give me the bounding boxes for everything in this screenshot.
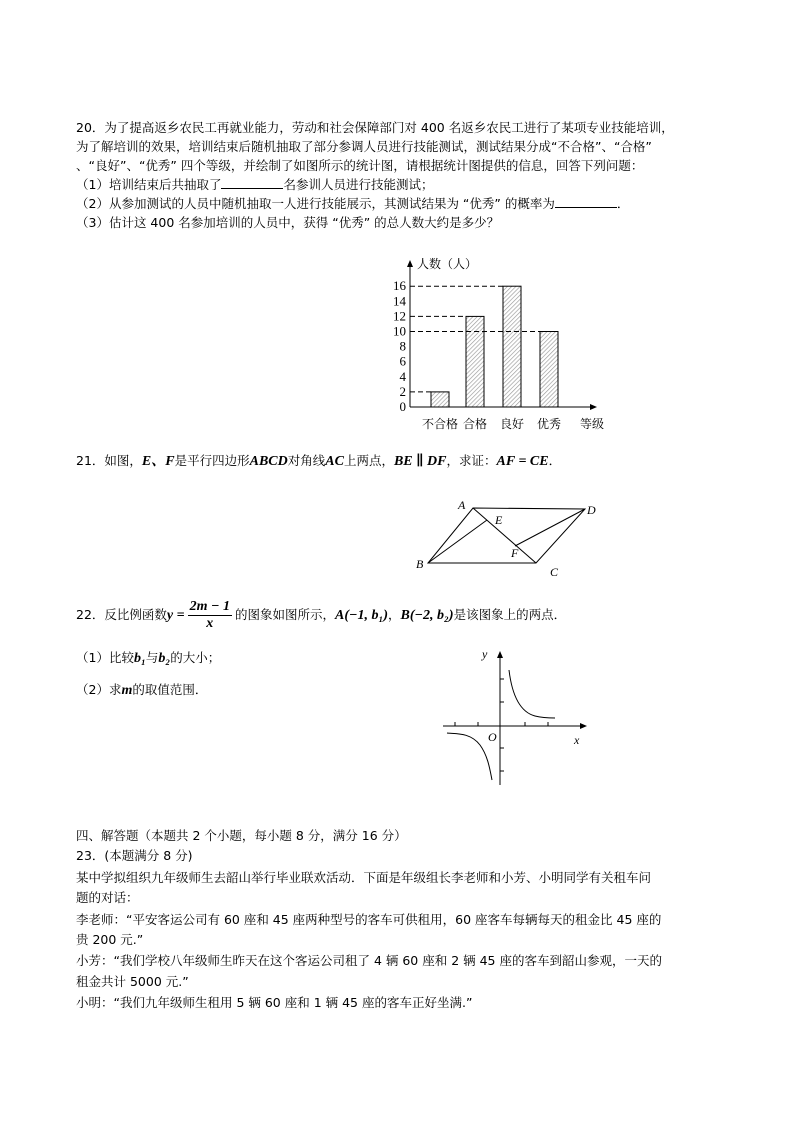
math-goal: AF = CE (496, 454, 549, 469)
x-tick-label: 合格 (462, 417, 488, 431)
math-ABCD: ABCD (249, 454, 288, 469)
q23-line: 小明：“我们九年级师生租用 5 辆 60 座和 1 辆 45 座的客车正好坐满.” (76, 995, 473, 1010)
q21-text: ，求证： (446, 453, 497, 468)
q22-text: 是该图象上的两点． (453, 607, 567, 622)
q23-title: 23．(本题满分 8 分) (76, 848, 193, 863)
math-m: m (121, 683, 133, 698)
q20-sub2-text: （2）从参加测试的人员中随机抽取一人进行技能展示，其测试结果为 “优秀” 的概率为 (76, 196, 555, 211)
math-b1: b₁ (133, 651, 146, 666)
axis-label-x: x (574, 733, 580, 747)
label-b: B (416, 557, 424, 571)
math-b2: b₂ (158, 651, 171, 666)
y-tick-label: 2 (399, 383, 406, 399)
y-tick-label: 14 (393, 293, 406, 309)
q21-prefix: 21．如图， (76, 453, 142, 468)
label-d: D (587, 503, 596, 517)
fraction-numerator: 2m − 1 (189, 599, 230, 614)
origin-label: O (488, 730, 497, 744)
q21-text: 是平行四边形 (174, 453, 250, 468)
q22-text: 的图象如图所示， (234, 607, 335, 622)
math-condition: BE ∥ DF (393, 454, 447, 469)
q23-line: 租金共计 5000 元.” (76, 974, 189, 989)
y-tick-label: 6 (399, 353, 406, 369)
q22-prefix: 22．反比例函数 (76, 607, 167, 622)
q22-sub1-text: 的大小； (170, 650, 221, 665)
y-arrow-icon (497, 651, 503, 658)
q22-sub2-text: （2）求 (76, 682, 122, 697)
q20-sub2-end: ． (616, 196, 630, 211)
y-tick-label: 4 (399, 368, 406, 384)
q22-text: ， (388, 607, 401, 622)
label-a: A (458, 498, 466, 512)
q21-text: 上两点， (343, 453, 394, 468)
q21-text: ． (548, 453, 562, 468)
q23-line: 贵 200 元.” (76, 932, 144, 947)
q20-line1: 20．为了提高返乡农民工再就业能力，劳动和社会保障部门对 400 名返乡农民工进行了某项专业技能培训， (76, 120, 674, 135)
label-e: E (495, 513, 503, 527)
axis-label-y: y (482, 647, 488, 661)
label-c: C (550, 565, 559, 579)
x-arrow-icon (580, 723, 587, 729)
hyperbola-branch-3 (447, 733, 492, 780)
q20-sub1-text2: 名参训人员进行技能测试； (283, 177, 434, 192)
y-tick-label: 16 (393, 278, 406, 294)
q22-sub1-text: 与 (145, 650, 159, 665)
math-y-equals: y = (166, 608, 185, 623)
q22-sub1-text: （1）比较 (76, 650, 134, 665)
q23-line: 某中学拟组织九年级师生去韶山举行毕业联欢活动．下面是年级组长李老师和小芳、小明同学有关租车问 (76, 870, 652, 885)
math-point-a: A(−1, b₁) (335, 608, 389, 623)
hyperbola-branch-1 (509, 670, 555, 718)
q20-sub3: （3）估计这 400 名参加培训的人员中，获得 “优秀” 的总人数大约是多少？ (76, 215, 500, 230)
fraction-denominator: x (206, 616, 214, 631)
axis-ticks (455, 679, 548, 771)
q23-line: 题的对话： (76, 890, 139, 905)
label-f: F (511, 546, 519, 560)
x-tick-label: 不合格 (421, 417, 459, 431)
q22-sub2-text: 的取值范围． (132, 682, 208, 697)
y-axis-label: 人数（人） (417, 257, 478, 271)
math-point-b: B(−2, b₂) (400, 608, 454, 623)
y-tick-label: 10 (393, 323, 406, 339)
y-tick-label: 0 (399, 399, 406, 414)
q23-line: 小芳：“我们学校八年级师生昨天在这个客运公司租了 4 辆 60 座和 2 辆 45 座的客车到韶山参观，一天的 (76, 953, 662, 968)
math-AC: AC (325, 454, 344, 469)
x-tick-label: 良好 (499, 417, 525, 431)
q23-line: 李老师：“平安客运公司有 60 座和 45 座两种型号的客车可供租用，60 座客车每辆每天的租金比 45 座的 (76, 912, 662, 927)
q20-line2: 为了解培训的效果，培训结束后随机抽取了部分参调人员进行技能测试，测试结果分成“不合格”、“合格” (76, 139, 652, 154)
section4-heading: 四、解答题（本题共 2 个小题，每小题 8 分，满分 16 分） (76, 828, 407, 843)
q20-line3: 、“良好”、“优秀” 四个等级，并绘制了如图所示的统计图，请根据统计图提供的信息，回答下列问题： (76, 158, 644, 173)
x-tick-label: 优秀 (536, 417, 562, 431)
y-tick-label: 12 (393, 308, 406, 324)
y-tick-label: 8 (399, 338, 406, 354)
math-EF: E、F (141, 454, 175, 469)
q21-text: 对角线 (287, 453, 326, 468)
q20-sub1-text: （1）培训结束后共抽取了 (76, 177, 222, 192)
x-axis-label: 等级 (580, 417, 605, 431)
